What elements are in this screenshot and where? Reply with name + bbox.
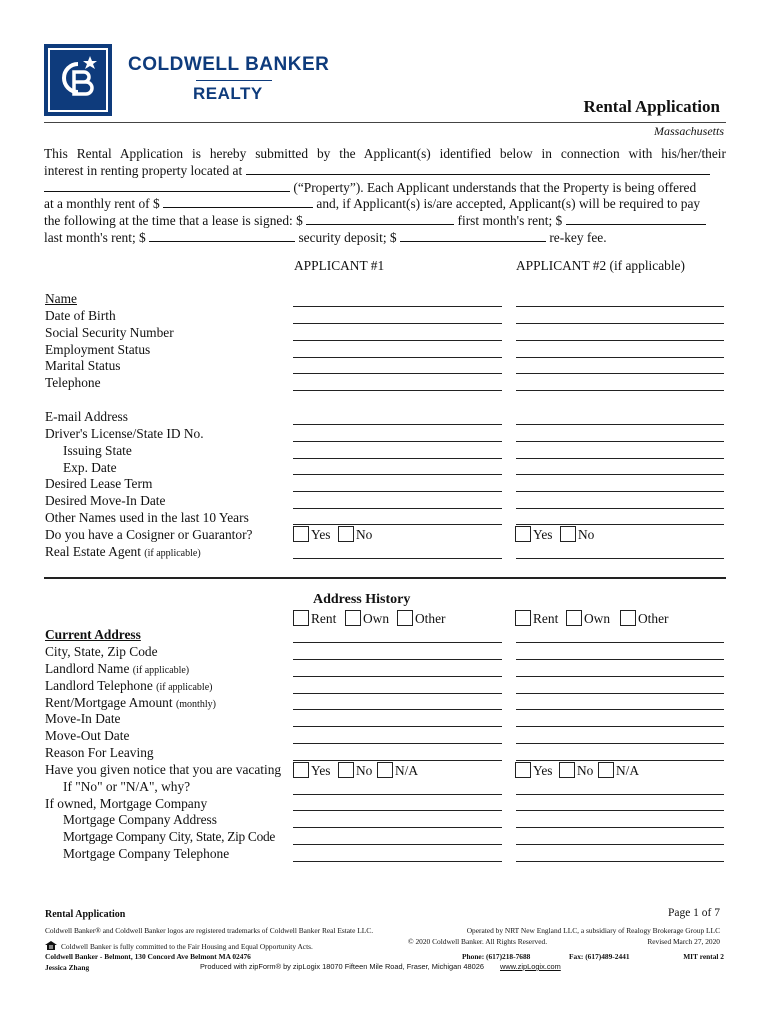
applicant-1-mortgage-address-field[interactable] [293, 827, 502, 828]
equal-housing-icon [45, 941, 57, 950]
name-label: Name [45, 291, 77, 306]
applicant-1-rent-checkbox[interactable] [293, 610, 309, 626]
applicant-2-rent-checkbox[interactable] [515, 610, 531, 626]
reason-label: Reason For Leaving [45, 745, 154, 760]
applicant-1-employment-field[interactable] [293, 357, 502, 358]
applicant-2-lease-term-field[interactable] [516, 491, 724, 492]
notice-label: Have you given notice that you are vacating [45, 762, 282, 777]
marital-label: Marital Status [45, 358, 121, 373]
applicant-2-cosigner-yes-checkbox[interactable] [515, 526, 531, 542]
mortgage-city-label: Mortgage Company City, State, Zip Code [63, 829, 275, 844]
applicant-2-landlord-name-field[interactable] [516, 676, 724, 677]
produced-with-text: Produced with zipForm® by zipLogix 18070 Fifteen Mile Road, Fraser, Michigan 48026 [200, 962, 484, 971]
applicant-1-telephone-field[interactable] [293, 390, 502, 391]
applicant-1-cosigner-yes-checkbox[interactable] [293, 526, 309, 542]
address-history-title: Address History [313, 592, 411, 607]
applicant-1-current-address-field[interactable] [293, 642, 502, 643]
applicant-1-move-out-field[interactable] [293, 743, 502, 744]
applicant-1-other-checkbox[interactable] [397, 610, 413, 626]
applicant-1-mortgage-company-field[interactable] [293, 810, 502, 811]
brand-name: COLDWELL BANKER [128, 54, 330, 75]
applicant-1-landlord-telephone-field[interactable] [293, 693, 502, 694]
brand-divider [196, 80, 272, 81]
applicant-2-issuing-state-field[interactable] [516, 458, 724, 459]
rent-amount-text: Rent/Mortgage Amount [45, 695, 173, 710]
applicant-2-current-address-field[interactable] [516, 642, 724, 643]
property-address-field[interactable] [246, 163, 710, 175]
applicant-1-mortgage-city-field[interactable] [293, 844, 502, 845]
monthly-rent-field[interactable] [163, 196, 313, 208]
fair-housing-text: Coldwell Banker is fully committed to the Fair Housing and Equal Opportunity Acts. [61, 942, 313, 951]
intro-line-2 [44, 163, 710, 179]
agent-name: Jessica Zhang [45, 963, 90, 972]
office-phone: Phone: (617)218-7688 [462, 952, 531, 961]
exp-date-label: Exp. Date [63, 460, 117, 475]
intro-line-1: This Rental Application is hereby submitted by the Applicant(s) identified below in connection with his/her/their [44, 146, 726, 161]
na-label: N/A [616, 763, 640, 778]
cosigner-label: Do you have a Cosigner or Guarantor? [45, 527, 253, 542]
applicant-1-rent-amount-field[interactable] [293, 709, 502, 710]
if-applicable-note: (if applicable) [132, 665, 190, 676]
applicant-1-name-field[interactable] [293, 306, 502, 307]
applicant-2-own-checkbox[interactable] [566, 610, 582, 626]
own-label: Own [584, 611, 611, 626]
applicant-2-why-field[interactable] [516, 794, 724, 795]
applicant-2-notice-yes-checkbox[interactable] [515, 762, 531, 778]
property-address-field-2[interactable] [44, 180, 290, 192]
ziplogix-link[interactable]: www.zipLogix.com [500, 962, 561, 971]
no-label: No [356, 763, 373, 778]
applicant-1-why-field[interactable] [293, 794, 502, 795]
applicant-1-header: APPLICANT #1 [294, 258, 385, 273]
applicant-2-rent-amount-field[interactable] [516, 709, 724, 710]
applicant-1-own-checkbox[interactable] [345, 610, 361, 626]
applicant-1-lease-term-field[interactable] [293, 491, 502, 492]
applicant-1-notice-na-checkbox[interactable] [377, 762, 393, 778]
landlord-name-text: Landlord Name [45, 661, 130, 676]
rent-label: Rent [533, 611, 559, 626]
ssn-label: Social Security Number [45, 325, 174, 340]
intro-line-5 [44, 213, 706, 229]
intro-text: first month's rent; $ [457, 213, 563, 228]
applicant-2-telephone-field[interactable] [516, 390, 724, 391]
section-divider [44, 577, 726, 579]
intro-text: re-key fee. [549, 230, 607, 245]
move-out-label: Move-Out Date [45, 728, 130, 743]
applicant-2-move-in-date-field[interactable] [516, 726, 724, 727]
applicant-1-mortgage-phone-field[interactable] [293, 861, 502, 862]
other-label: Other [638, 611, 669, 626]
applicant-1-issuing-state-field[interactable] [293, 458, 502, 459]
na-label: N/A [395, 763, 419, 778]
trademark-notice: Coldwell Banker® and Coldwell Banker logos are registered trademarks of Coldwell Banker Real Estate LLC. [45, 926, 374, 935]
address-move-in-label: Move-In Date [45, 711, 121, 726]
office-fax: Fax: (617)489-2441 [569, 952, 630, 961]
mortgage-phone-label: Mortgage Company Telephone [63, 846, 230, 861]
office-address: Coldwell Banker - Belmont, 130 Concord Ave Belmont MA 02476 [45, 952, 251, 961]
brand-subname: REALTY [193, 84, 263, 103]
applicant-2-move-out-field[interactable] [516, 743, 724, 744]
applicant-1-agent-field[interactable] [293, 558, 502, 559]
applicant-2-city-state-zip-field[interactable] [516, 659, 724, 660]
yes-label: Yes [533, 527, 553, 542]
yes-label: Yes [533, 763, 553, 778]
intro-line-4 [44, 196, 700, 212]
landlord-telephone-label [45, 678, 212, 696]
applicant-2-mortgage-phone-field[interactable] [516, 861, 724, 862]
intro-text: at a monthly rent of $ [44, 196, 160, 211]
applicant-2-license-field[interactable] [516, 441, 724, 442]
applicant-2-email-field[interactable] [516, 424, 724, 425]
own-label: Own [363, 611, 390, 626]
if-applicable-note: (if applicable) [156, 682, 213, 693]
intro-text: last month's rent; $ [44, 230, 146, 245]
yes-label: Yes [311, 527, 331, 542]
applicant-1-marital-field[interactable] [293, 373, 502, 374]
agent-label-text: Real Estate Agent [45, 544, 141, 559]
applicant-2-marital-field[interactable] [516, 373, 724, 374]
cb-monogram-icon [44, 44, 112, 116]
current-address-label: Current Address [45, 627, 141, 642]
intro-line-6 [44, 230, 607, 246]
applicant-2-notice-no-checkbox[interactable] [559, 762, 575, 778]
landlord-telephone-text: Landlord Telephone [45, 678, 153, 693]
copyright-text: © 2020 Coldwell Banker. All Rights Reserved. [408, 937, 548, 946]
agent-note: (if applicable) [144, 548, 201, 559]
email-label: E-mail Address [45, 409, 128, 424]
applicant-2-mortgage-city-field[interactable] [516, 844, 724, 845]
applicant-2-other-checkbox[interactable] [620, 610, 636, 626]
applicant-2-exp-date-field[interactable] [516, 474, 724, 475]
intro-text: the following at the time that a lease is signed: $ [44, 213, 303, 228]
intro-line-3 [44, 180, 696, 196]
no-label: No [578, 527, 595, 542]
operated-by-text: Operated by NRT New England LLC, a subsidiary of Realogy Brokerage Group LLC [466, 926, 720, 935]
applicant-1-dob-field[interactable] [293, 323, 502, 324]
other-label: Other [415, 611, 446, 626]
applicant-1-city-state-zip-field[interactable] [293, 659, 502, 660]
telephone-label: Telephone [45, 375, 101, 390]
intro-text: interest in renting property located at [44, 163, 243, 178]
page-title: Rental Application [583, 97, 720, 116]
applicant-1-other-names-field[interactable] [293, 524, 502, 525]
applicant-2-header: APPLICANT #2 (if applicable) [516, 258, 685, 273]
page-number: Page 1 of 7 [667, 907, 720, 919]
applicant-2-name-field[interactable] [516, 306, 724, 307]
mortgage-address-label: Mortgage Company Address [63, 812, 217, 827]
applicant-2-notice-na-checkbox[interactable] [598, 762, 614, 778]
applicant-2-mortgage-company-field[interactable] [516, 810, 724, 811]
mortgage-company-label: If owned, Mortgage Company [45, 796, 208, 811]
applicant-1-notice-yes-checkbox[interactable] [293, 762, 309, 778]
form-code: MIT rental 2 [683, 952, 724, 961]
no-label: No [577, 763, 594, 778]
dob-label: Date of Birth [45, 308, 116, 323]
applicant-2-landlord-telephone-field[interactable] [516, 693, 724, 694]
applicant-2-cosigner-no-checkbox[interactable] [560, 526, 576, 542]
license-label: Driver's License/State ID No. [45, 426, 204, 441]
applicant-1-notice-no-checkbox[interactable] [338, 762, 354, 778]
lease-term-label: Desired Lease Term [45, 476, 153, 491]
footer-form-name: Rental Application [45, 909, 126, 920]
applicant-1-move-in-field[interactable] [293, 508, 502, 509]
rekey-fee-field[interactable] [400, 230, 546, 242]
other-names-label: Other Names used in the last 10 Years [45, 510, 249, 525]
why-label: If "No" or "N/A", why? [63, 779, 191, 794]
intro-text: (“Property”). Each Applicant understands that the Property is being offered [293, 180, 697, 195]
applicant-2-mortgage-address-field[interactable] [516, 827, 724, 828]
move-in-label: Desired Move-In Date [45, 493, 166, 508]
applicant-1-reason-field[interactable] [293, 760, 502, 761]
employment-label: Employment Status [45, 342, 151, 357]
applicant-1-email-field[interactable] [293, 424, 502, 425]
applicant-2-ssn-field[interactable] [516, 340, 724, 341]
applicant-2-move-in-field[interactable] [516, 508, 724, 509]
applicant-2-reason-field[interactable] [516, 760, 724, 761]
issuing-state-label: Issuing State [63, 443, 132, 458]
title-divider [44, 122, 726, 123]
applicant-1-move-in-date-field[interactable] [293, 726, 502, 727]
intro-text: security deposit; $ [298, 230, 397, 245]
intro-text: and, if Applicant(s) is/are accepted, Applicant(s) will be required to pay [316, 196, 701, 211]
yes-label: Yes [311, 763, 331, 778]
city-state-zip-label: City, State, Zip Code [45, 644, 158, 659]
applicant-2-dob-field[interactable] [516, 323, 724, 324]
first-month-rent-field[interactable] [306, 213, 454, 225]
applicant-1-cosigner-no-checkbox[interactable] [338, 526, 354, 542]
state-label: Massachusetts [654, 124, 724, 138]
landlord-name-label [45, 661, 189, 679]
applicant-2-employment-field[interactable] [516, 357, 724, 358]
rent-label: Rent [311, 611, 337, 626]
no-label: No [356, 527, 373, 542]
applicant-1-exp-date-field[interactable] [293, 474, 502, 475]
agent-label [45, 544, 201, 562]
monthly-note: (monthly) [175, 699, 216, 710]
applicant-2-other-names-field[interactable] [516, 524, 724, 525]
revised-date: Revised March 27, 2020 [647, 937, 720, 946]
applicant-1-ssn-field[interactable] [293, 340, 502, 341]
applicant-2-agent-field[interactable] [516, 558, 724, 559]
applicant-1-license-field[interactable] [293, 441, 502, 442]
security-deposit-amount-field[interactable] [149, 230, 295, 242]
coldwell-banker-logo [44, 44, 112, 116]
last-month-amount-field[interactable] [566, 213, 706, 225]
applicant-1-landlord-name-field[interactable] [293, 676, 502, 677]
